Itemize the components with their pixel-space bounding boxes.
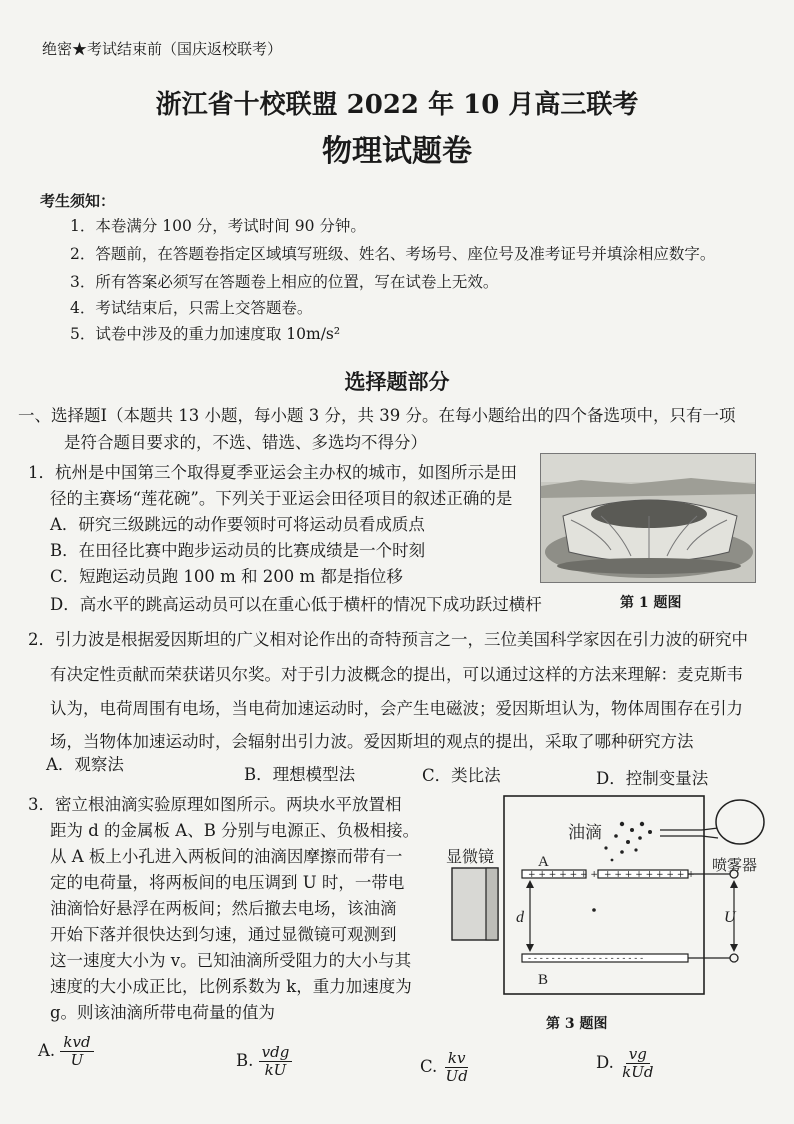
label-voltage-u: U bbox=[724, 909, 736, 926]
numerator: vg bbox=[626, 1046, 650, 1064]
q3-stem-line: 油滴恰好悬浮在两板间；然后撤去电场，该油滴 bbox=[50, 899, 397, 918]
q3-stem-line: 速度的大小成正比，比例系数为 k，重力加速度为 bbox=[50, 977, 412, 996]
q3-option-b bbox=[236, 1044, 292, 1079]
denominator: Ud bbox=[445, 1067, 468, 1085]
q2-option-a: A．观察法 bbox=[46, 755, 124, 774]
option-letter: C. bbox=[420, 1057, 438, 1076]
notice-heading: 考生须知： bbox=[40, 192, 116, 210]
q3-figure-caption: 第 3 题图 bbox=[546, 1016, 608, 1032]
q2-stem-line: 2．引力波是根据爱因斯坦的广义相对论作出的奇特预言之一，三位美国科学家因在引力波的研究中 bbox=[28, 630, 748, 649]
q3-option-d bbox=[596, 1046, 656, 1081]
q2-option-b: B．理想模型法 bbox=[244, 765, 356, 784]
numerator: vdg bbox=[259, 1044, 293, 1062]
q1-option-a: A．研究三级跳远的动作要领时可将运动员看成质点 bbox=[50, 515, 425, 534]
q3-option-c bbox=[420, 1050, 471, 1085]
q3-stem-line: 这一速度大小为 v。已知油滴所受阻力的大小与其 bbox=[50, 951, 412, 970]
notice-item: 4．考试结束后，只需上交答题卷。 bbox=[70, 299, 313, 317]
q2-stem-line: 场，当物体加速运动时，会辐射出引力波。爱因斯坦的观点的提出，采取了哪种研究方法 bbox=[50, 732, 694, 751]
q1-stem-line: 1．杭州是中国第三个取得夏季亚运会主办权的城市，如图所示是田 bbox=[28, 463, 517, 482]
option-fraction bbox=[259, 1044, 293, 1079]
denominator: kU bbox=[264, 1061, 287, 1079]
q3-stem-line: 3．密立根油滴实验原理如图所示。两块水平放置相 bbox=[28, 795, 402, 814]
label-microscope: 显微镜 bbox=[446, 849, 495, 866]
stadium-photo bbox=[540, 453, 756, 583]
q1-option-d: D．高水平的跳高运动员可以在重心低于横杆的情况下成功跃过横杆 bbox=[50, 595, 542, 614]
q3-stem-line: g。则该油滴所带电荷量的值为 bbox=[50, 1003, 276, 1022]
denominator: U bbox=[70, 1051, 84, 1069]
label-sprayer: 喷雾器 bbox=[712, 858, 758, 874]
q1-figure-caption: 第 1 题图 bbox=[620, 595, 682, 611]
q3-stem-line: 开始下落并很快达到匀速，通过显微镜可观测到 bbox=[50, 925, 397, 944]
section-intro-line: 是符合题目要求的，不选、错选、多选均不得分） bbox=[64, 433, 427, 452]
option-fraction bbox=[619, 1046, 656, 1081]
option-fraction bbox=[60, 1034, 93, 1069]
secret-note: 绝密★考试结束前（国庆返校联考） bbox=[42, 40, 283, 58]
q2-stem-line: 认为，电荷周围有电场，当电荷加速运动时，会产生电磁波；爱因斯坦认为，物体周围存在引力 bbox=[50, 699, 743, 718]
option-letter: D. bbox=[596, 1053, 614, 1072]
label-plate-b: B bbox=[538, 972, 549, 988]
option-fraction bbox=[443, 1050, 471, 1085]
q3-stem-line: 定的电荷量，将两板间的电压调到 U 时，一带电 bbox=[50, 873, 405, 892]
label-distance-d: d bbox=[516, 909, 524, 926]
q1-option-c: C．短跑运动员跑 100 m 和 200 m 都是指位移 bbox=[50, 567, 403, 586]
exam-subtitle: 物理试题卷 bbox=[322, 134, 472, 169]
label-oil-drop: 油滴 bbox=[568, 823, 602, 842]
q2-option-d: D．控制变量法 bbox=[596, 769, 709, 788]
section-title: 选择题部分 bbox=[344, 369, 450, 394]
numerator: kvd bbox=[60, 1034, 93, 1052]
option-letter: A. bbox=[38, 1041, 56, 1060]
stadium-illustration bbox=[541, 454, 755, 582]
exam-title: 浙江省十校联盟 2022 年 10 月高三联考 bbox=[155, 90, 639, 120]
terminal-bottom bbox=[730, 954, 738, 962]
q1-option-b: B．在田径比赛中跑步运动员的比赛成绩是一个时刻 bbox=[50, 541, 426, 560]
notice-item: 2．答题前，在答题卷指定区域填写班级、姓名、考场号、座位号及准考证号并填涂相应数字。 bbox=[70, 245, 716, 263]
q2-stem-line: 有决定性贡献而荣获诺贝尔奖。对于引力波概念的提出，可以通过这样的方法来理解：麦克斯韦 bbox=[50, 665, 743, 684]
sprayer-bulb-icon bbox=[716, 800, 764, 844]
option-letter: B. bbox=[236, 1051, 254, 1070]
denominator: kUd bbox=[622, 1063, 654, 1081]
svg-text:+ + + + + + +: + + + + + + + bbox=[528, 870, 598, 880]
notice-item: 3．所有答案必须写在答题卷上相应的位置，写在试卷上无效。 bbox=[70, 273, 499, 291]
q3-stem-line: 从 A 板上小孔进入两板间的油滴因摩擦而带有一 bbox=[50, 847, 403, 866]
svg-text:- - - - - - - - - - - - - - -: - - - - - - - - - - - - - - - - - - - - bbox=[528, 954, 644, 964]
q3-option-a bbox=[38, 1034, 94, 1069]
label-plate-a: A bbox=[538, 854, 549, 870]
notice-item: 5．试卷中涉及的重力加速度取 10m/s² bbox=[70, 325, 341, 343]
q2-option-c: C．类比法 bbox=[422, 766, 501, 785]
numerator: kv bbox=[445, 1050, 469, 1068]
q3-stem-line: 距为 d 的金属板 A、B 分别与电源正、负极相接。 bbox=[50, 821, 420, 840]
section-intro-line: 一、选择题Ⅰ（本题共 13 小题，每小题 3 分，共 39 分。在每小题给出的四个备选项中，只有一项 bbox=[18, 406, 736, 425]
millikan-oil-drop-diagram bbox=[446, 790, 768, 1020]
svg-text:+ + + + + + + + +: + + + + + + + + + bbox=[604, 870, 695, 880]
q1-stem-line: 径的主赛场“莲花碗”。下列关于亚运会田径项目的叙述正确的是 bbox=[50, 489, 513, 508]
notice-item: 1．本卷满分 100 分，考试时间 90 分钟。 bbox=[70, 217, 366, 235]
chamber-box bbox=[504, 796, 704, 994]
